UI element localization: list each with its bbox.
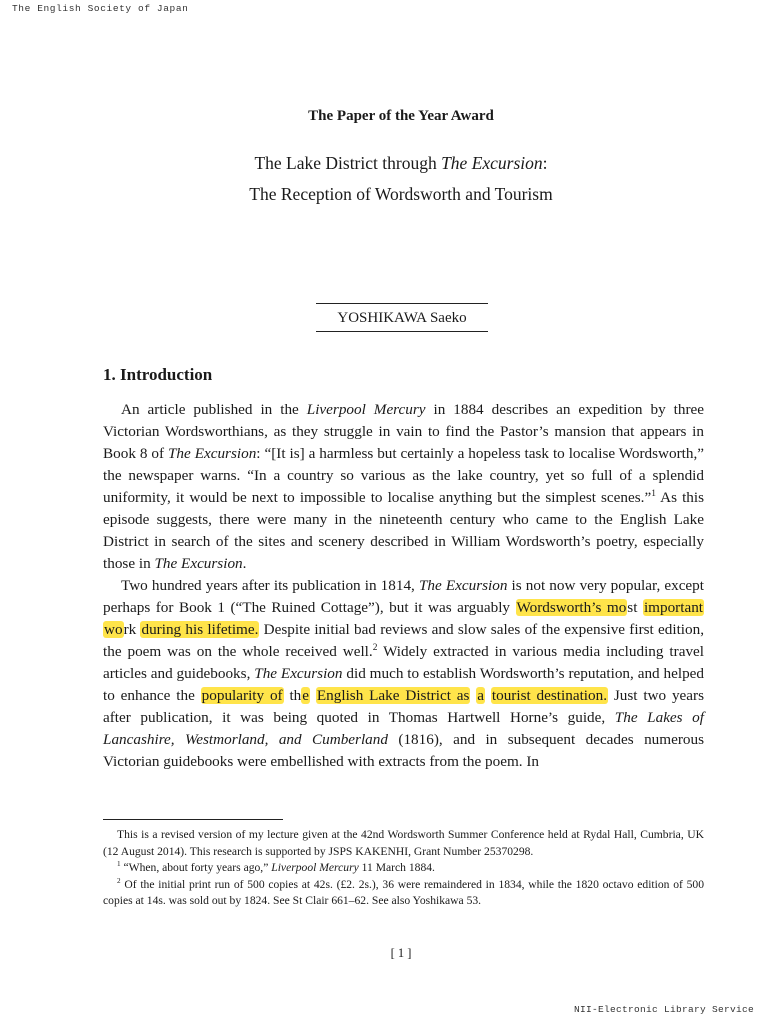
paragraph-2: Two hundred years after its publication in 1814, The Excursion is not now very popular, except perhaps for Book 1 (“The Ruined Cottage”), but it was arguably Wordsworth’s most important work during his lifetime. Despite initial bad reviews and slow sales of the expensive first edition, the poem was on the whole received well.$^2$ Widely extracted in various media including travel articles and guidebooks, The Excursion did much to establish Wordsworth’s reputation, and helped to enhance the popularity of the English Lake District as a tourist destination. Just two years after publication, it was being quoted in Thomas Hartwell Horne’s guide, The Lakes of Lancashire, Westmorland, and Cumberland (1816), and in subsequent decades numerous Victorian guidebooks were embellished with extracts from the poem. In [103,577,705,770]
footnote-ref-2[interactable]: 2 [372,642,378,653]
running-header: The English Society of Japan [12,3,189,14]
highlight: e [302,687,310,704]
highlight: English Lake District as [316,687,470,704]
body-text [103,399,704,773]
footnote-1: $^1$ “When, about forty years ago,” Liverpool Mercury 11 March 1884. [117,860,435,874]
author-name: YOSHIKAWA Saeko [337,310,467,326]
highlight: Wordsworth’s mo [516,599,627,616]
highlight: a [477,687,485,704]
footnotes [103,827,704,910]
paragraph-1: An article published in the Liverpool Mercury in 1884 describes an expedition by three Victorian Wordsworthians, as they struggle in vain to find the Pastor’s mansion that appears in Book 8 of The Excursion: “[It is] a harmless but certainly a hopeless task to localise Wordsworth,” the newspaper warns. “In a country so various as the lake country, yet so full of a splendid uniformity, it would be next to impossible to localise anything but the simplest scenes.”$^1$ As this episode suggests, there were many in the nineteenth century who came to the English Lake District in search of the sites and scenery described in William Wordsworth’s poetry, especially those in The Excursion. [103,401,705,572]
footnote-rule [103,819,283,820]
highlight: tourist destination. [491,687,607,704]
title-line-1: The Lake District through The Excursion: [254,153,548,173]
highlight: popularity of [201,687,283,704]
footnote-2: $^2$ Of the initial print run of 500 copies at 42s. (£2. 2s.), 36 were remaindered in 1834, while the 1820 octavo edition of 500 copies at 14s. was sold out by 1824. See St Clair 661–62. See also Yoshikawa 53. [103,876,704,907]
highlight: wo [104,621,123,638]
highlight: important [643,599,704,616]
section-heading: 1. Introduction [103,365,213,384]
award-heading: The Paper of the Year Award [308,108,494,124]
author-rule-bottom [316,331,488,332]
footnote-ref-1[interactable]: 1 [651,488,656,499]
page-number: [ 1 ] [390,946,412,960]
author-rule-top [316,303,488,304]
footnote-0: This is a revised version of my lecture given at the 42nd Wordsworth Summer Conference held at Rydal Hall, Cumbria, UK (12 August 2014). This research is supported by JSPS KAKENHI, Grant Number 25370298. [103,828,704,858]
highlight: during his lifetime. [141,621,259,638]
title-line-2: The Reception of Wordsworth and Tourism [249,184,553,204]
footer-service: NII-Electronic Library Service [573,1004,754,1015]
